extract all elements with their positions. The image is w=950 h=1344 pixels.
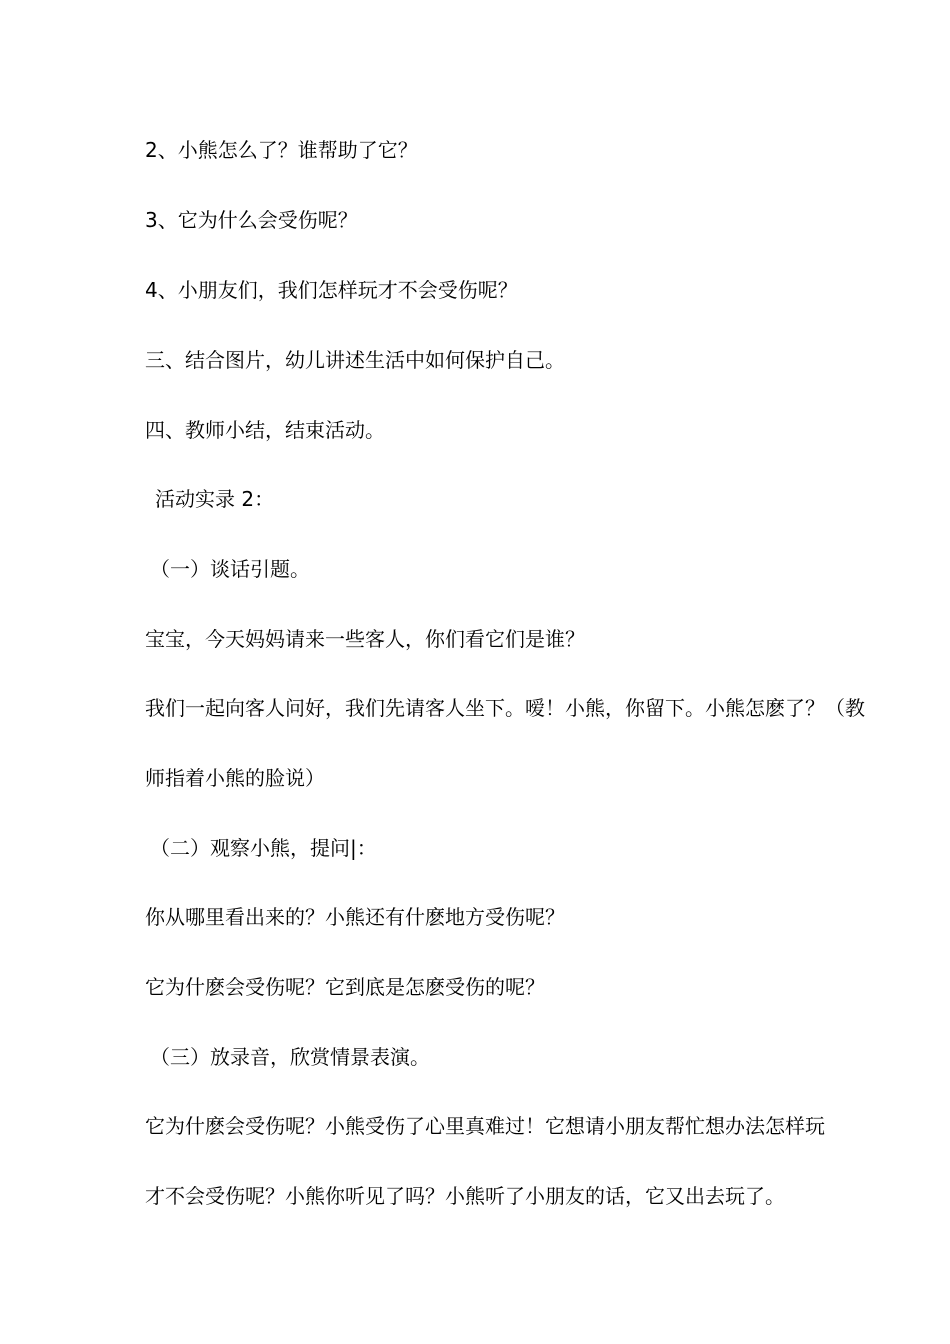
paragraph-line: 师指着小熊的脸说） bbox=[145, 766, 325, 790]
paragraph-line: 我们一起向客人问好，我们先请客人坐下。嗳！小熊，你留下。小熊怎麽了？（教 bbox=[145, 696, 865, 720]
paragraph-line: 它为什麽会受伤呢？它到底是怎麽受伤的呢？ bbox=[145, 975, 545, 999]
step-three-line: 三、结合图片，幼儿讲述生活中如何保护自己。 bbox=[145, 348, 565, 372]
section-three-heading: （三）放录音，欣赏情景表演。 bbox=[150, 1045, 430, 1069]
activity-record-heading: 活动实录 2： bbox=[155, 487, 275, 511]
paragraph-line: 才不会受伤呢？小熊你听见了吗？小熊听了小朋友的话，它又出去玩了。 bbox=[145, 1184, 785, 1208]
section-one-heading: （一）谈话引题。 bbox=[150, 557, 310, 581]
question-3-line: 3、它为什么会受伤呢？ bbox=[145, 208, 358, 232]
paragraph-line: 你从哪里看出来的？小熊还有什麽地方受伤呢？ bbox=[145, 905, 565, 929]
paragraph-line: 宝宝，今天妈妈请来一些客人，你们看它们是谁？ bbox=[145, 627, 585, 651]
step-four-line: 四、教师小结，结束活动。 bbox=[145, 418, 385, 442]
paragraph-line: 它为什麽会受伤呢？小熊受伤了心里真难过！它想请小朋友帮忙想办法怎样玩 bbox=[145, 1114, 825, 1138]
section-two-heading: （二）观察小熊，提问|： bbox=[150, 836, 377, 860]
question-2-line: 2、小熊怎么了？谁帮助了它？ bbox=[145, 138, 418, 162]
question-4-line: 4、小朋友们，我们怎样玩才不会受伤呢？ bbox=[145, 278, 518, 302]
